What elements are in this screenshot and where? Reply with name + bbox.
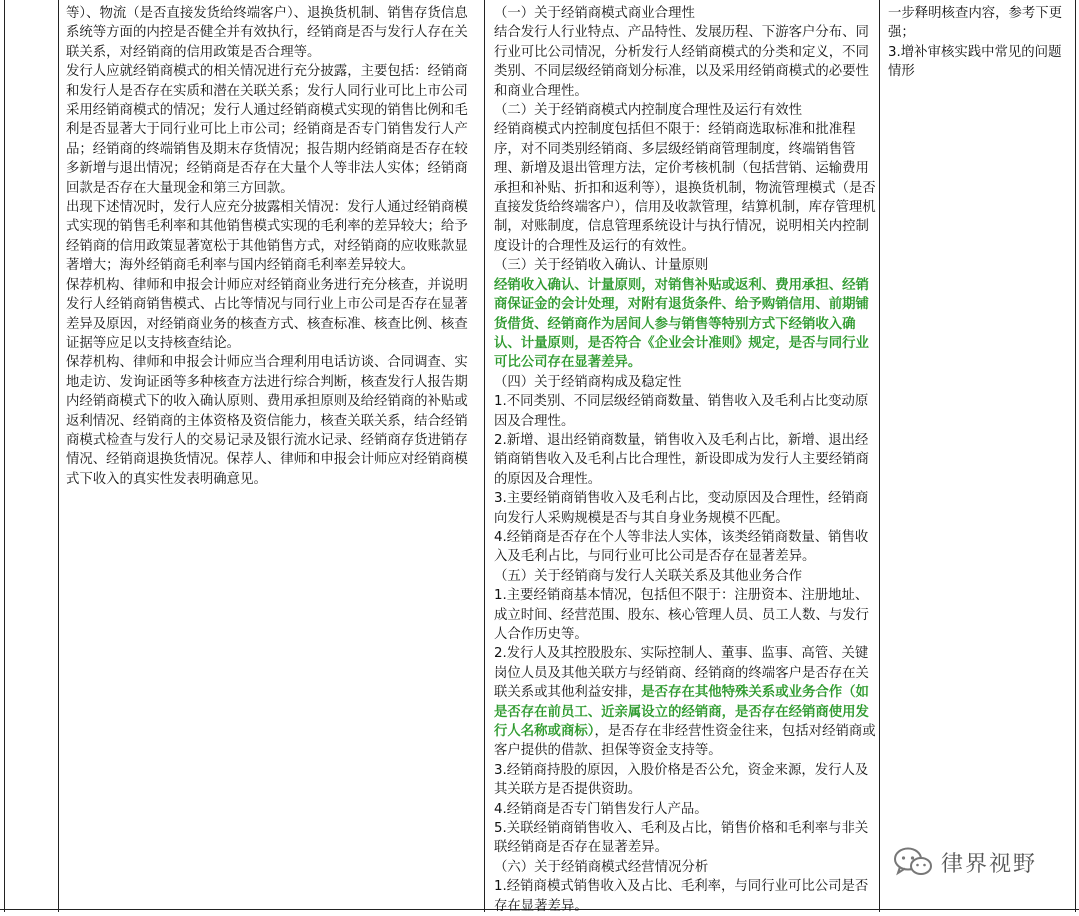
list-item: 5.关联经销商销售收入、毛利及占比，销售价格和毛利率与非关联经销商是否存在显著差异。: [494, 821, 869, 856]
table-divider-2: [484, 0, 485, 912]
list-item: 4.经销商是否存在个人等非法人实体，该类经销商数量、销售收入及毛利占比，与同行业可比公司是否存在显著差异。: [494, 529, 869, 565]
section-heading: （一）关于经销商模式商业合理性: [494, 6, 695, 21]
list-item-text: ，是否存在非经营性资金往来，包括对经销商或客户提供的借款、担保等资金支持等。: [494, 724, 876, 759]
paragraph: 保荐机构、律师和申报会计师应当合理利用电话访谈、合同调查、实地走访、发询证函等多种核查方法进行综合判断，核查发行人报告期内经销商模式下的收入确认原则、费用承担原则及给经销商的补贴或返利情况、经销商的主体资格及资信能力，核查关联关系，结合经销商模式检查与发行人的交易记录及银行流水记录、经销商存货进销存情况、经销商退换货情况。保荐人、律师和申报会计师应对经销商模式下收入的真实性发表明确意见。: [66, 355, 468, 487]
table-border-left: [4, 0, 5, 912]
table-border-right: [1075, 0, 1076, 912]
list-item: 1.经销商模式销售收入及占比、毛利率，与同行业可比公司是否存在显著差异。: [494, 879, 869, 914]
list-item: 1.不同类别、不同层级经销商数量、销售收入及毛利占比变动原因及合理性。: [494, 394, 869, 429]
note-text: 一步释明核查内容，参考下更强；: [888, 6, 1063, 41]
section-heading: （三）关于经销收入确认、计量原则: [494, 258, 709, 274]
list-item-text: 2.发行人及其控股股东、实际控制人、董事、监事、高管、关键岗位人员及其他关联方与经销商、经销商的终端客户是否存在关联关系或其他利益安排，: [494, 646, 869, 701]
notes-column: [888, 4, 1074, 82]
paragraph: 出现下述情况时，发行人应充分披露相关情况：发行人通过经销商模式实现的销售毛利率和其他销售模式实现的毛利率的差异较大；给予经销商的信用政策显著宽松于其他销售方式，对经销商的应收账款显著增大；海外经销商毛利率与国内经销商毛利率差异较大。: [66, 200, 468, 274]
paragraph: 等）、物流（是否直接发货给终端客户）、退换货机制、销售存货信息系统等方面的内控是否健全并有效执行，经销商是否与发行人存在关联关系，对经销商的信用政策是否合理等。: [66, 6, 468, 60]
paragraph: 发行人应就经销商模式的相关情况进行充分披露，主要包括：经销商和发行人是否存在实质和潜在关联关系；发行人同行业可比上市公司采用经销商模式的情况；发行人通过经销商模式实现的销售比例和毛利是否显著大于同行业可比上市公司；经销商是否专门销售发行人产品；经销商的终端销售及期末存货情况；报告期内经销商是否存在较多新增与退出情况；经销商是否存在大量个人等非法人实体；经销商回款是否存在大量现金和第三方回款。: [66, 64, 468, 196]
requirements-column: [66, 4, 476, 489]
table-divider-3: [879, 0, 880, 912]
list-item: [494, 644, 876, 760]
section-heading: （二）关于经销商模式内控制度合理性及运行有效性: [494, 103, 802, 119]
list-item: 1.主要经销商基本情况，包括但不限于：注册资本、注册地址、成立时间、经营范围、股东、核心管理人员、员工人数、与发行人合作历史等。: [494, 588, 869, 642]
list-item: 3.经销商持股的原因，入股价格是否公允，资金来源，发行人及其关联方是否提供资助。: [494, 762, 869, 798]
highlighted-paragraph: 经销收入确认、计量原则，对销售补贴或返利、费用承担、经销商保证金的会计处理，对附有退货条件、给予购销信用、前期铺货借货、经销商作为居间人参与销售等特别方式下经销收入确认、计量原则，是否符合《企业会计准则》规定，是否与同行业可比公司存在显著差异。: [494, 277, 869, 371]
list-item: 2.新增、退出经销商数量，销售收入及毛利占比，新增、退出经销商销售收入及毛利占比合理性，新设即成为发行人主要经销商的原因及合理性。: [494, 432, 869, 487]
highlighted-text: 是否存在其他特殊关系或业务合作（如是否存在前员工、近亲属设立的经销商，是否存在经销商使用发行人名称或商标）: [494, 685, 869, 740]
list-item: 4.经销商是否专门销售发行人产品。: [494, 801, 708, 817]
list-item: 3.主要经销商销售收入及毛利占比，变动原因及合理性，经销商向发行人采购规模是否与其自身业务规模不匹配。: [494, 491, 869, 526]
wechat-icon: [893, 846, 933, 878]
note-text: 3.增补审核实践中常见的问题情形: [888, 44, 1062, 80]
paragraph: 经销商模式内控制度包括但不限于：经销商选取标准和批准程序，对不同类别经销商、多层级经销商管理制度，终端销售管理、新增及退出管理方法，定价考核机制（包括营销、运输费用承担和补贴、折扣和返利等），退换货机制，物流管理模式（是否直接发货给终端客户），信用及收款管理，结算机制，库存管理机制，对账制度，信息管理系统设计与执行情况，说明相关内控制度设计的合理性及运行的有效性。: [494, 122, 876, 254]
watermark: [893, 846, 1037, 878]
section-heading: （五）关于经销商与发行人关联关系及其他业务合作: [494, 568, 802, 584]
section-heading: （六）关于经销商模式经营情况分析: [494, 859, 709, 875]
table-divider-1: [58, 0, 59, 912]
new-rules-column: [494, 4, 876, 916]
paragraph: 保荐机构、律师和申报会计师应对经销商业务进行充分核查，并说明发行人经销商销售模式、占比等情况与同行业上市公司是否存在显著差异及原因，对经销商业务的核查方式、核查标准、核查比例、核查证据等应足以支持核查结论。: [66, 277, 468, 351]
watermark-text: 律界视野: [941, 851, 1038, 877]
paragraph: 结合发行人行业特点、产品特性、发展历程、下游客户分布、同行业可比公司情况，分析发行人经销商模式的分类和定义，不同类别、不同层级经销商划分标准，以及采用经销商模式的必要性和商业合理性。: [494, 25, 869, 99]
section-heading: （四）关于经销商构成及稳定性: [494, 374, 682, 390]
